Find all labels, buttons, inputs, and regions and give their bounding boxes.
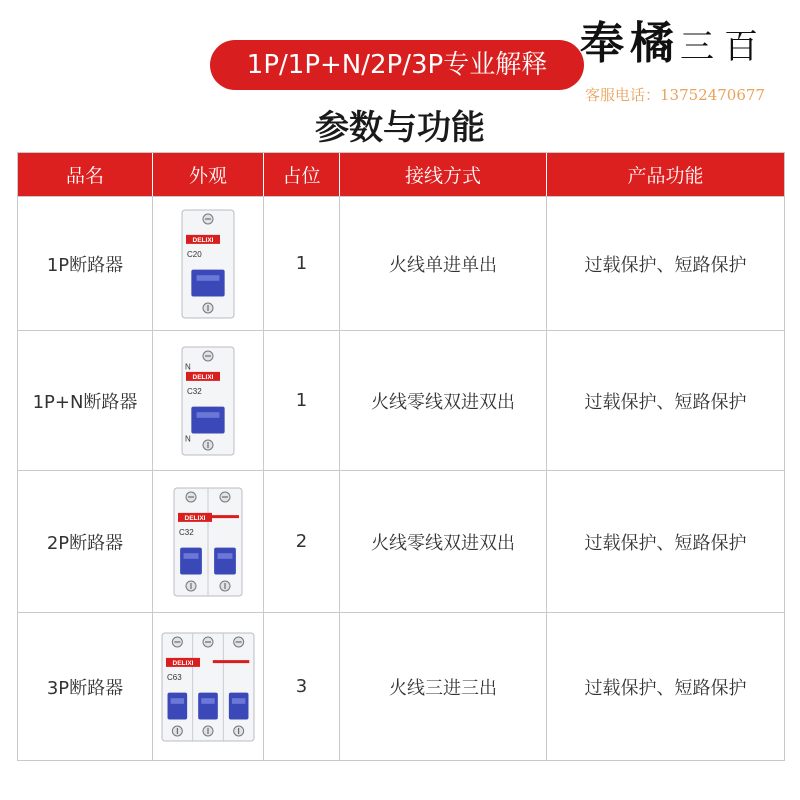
customer-service-phone: 客服电话：13752470677 xyxy=(585,86,765,104)
slot-count: 1 xyxy=(264,197,340,330)
toggle-handle xyxy=(168,692,188,719)
toggle-highlight xyxy=(171,698,184,704)
toggle-highlight xyxy=(184,553,199,559)
neutral-label-text: N xyxy=(185,362,191,372)
table-row xyxy=(18,197,784,331)
slot-count: 1 xyxy=(264,331,340,470)
product-image-cell xyxy=(153,197,264,330)
brand-name-main: 奉橘 xyxy=(580,18,680,69)
breaker-body xyxy=(182,210,234,318)
toggle-highlight xyxy=(197,275,220,281)
red-stripe xyxy=(213,660,249,663)
header-cell-wiring: 接线方式 xyxy=(340,153,547,196)
toggle-handle xyxy=(191,406,224,433)
wiring-method: 火线单进单出 xyxy=(340,197,547,330)
brand-name-small: 三百 xyxy=(680,27,768,67)
banner-title: 1P/1P+N/2P/3P专业解释 xyxy=(246,50,548,80)
product-name: 1P断路器 xyxy=(18,197,153,330)
breaker-2p-image xyxy=(172,486,244,598)
toggle-handle xyxy=(180,547,202,574)
neutral-label-text: N xyxy=(185,433,191,443)
toggle-highlight xyxy=(232,698,245,704)
toggle-highlight xyxy=(218,553,233,559)
breaker-3p-image xyxy=(160,631,256,743)
brand-label-text: DELIXI xyxy=(172,659,194,667)
toggle-highlight xyxy=(197,412,220,418)
product-name: 1P+N断路器 xyxy=(18,331,153,470)
brand-logo xyxy=(580,12,790,76)
table-header-row xyxy=(18,153,784,197)
brand-label-text: DELIXI xyxy=(192,373,214,381)
header-cell-name: 品名 xyxy=(18,153,153,196)
product-image-cell xyxy=(153,331,264,470)
toggle-handle xyxy=(191,269,224,296)
breaker-comparison-table xyxy=(17,152,785,761)
wiring-method: 火线三进三出 xyxy=(340,613,547,760)
product-function: 过载保护、短路保护 xyxy=(584,391,747,413)
toggle-handle xyxy=(229,692,249,719)
toggle-handle xyxy=(214,547,236,574)
header-cell-slots: 占位 xyxy=(264,153,340,196)
product-function: 过载保护、短路保护 xyxy=(584,532,747,554)
title-banner xyxy=(210,40,584,90)
header-cell-appearance: 外观 xyxy=(153,153,264,196)
breaker-1p-n-image xyxy=(180,345,236,457)
product-name: 3P断路器 xyxy=(18,613,153,760)
rating-label-text: C32 xyxy=(187,386,202,396)
slot-count: 2 xyxy=(264,471,340,612)
table-row xyxy=(18,613,784,760)
table-row xyxy=(18,471,784,613)
rating-label-text: C63 xyxy=(167,672,182,682)
header-cell-function: 产品功能 xyxy=(627,165,704,187)
wiring-method: 火线零线双进双出 xyxy=(340,471,547,612)
toggle-handle xyxy=(198,692,218,719)
toggle-highlight xyxy=(201,698,214,704)
product-function: 过载保护、短路保护 xyxy=(584,677,747,699)
slot-count: 3 xyxy=(264,613,340,760)
product-image-cell xyxy=(153,471,264,612)
section-title: 参数与功能 xyxy=(315,108,485,148)
product-name: 2P断路器 xyxy=(18,471,153,612)
wiring-method: 火线零线双进双出 xyxy=(340,331,547,470)
rating-label-text: C32 xyxy=(179,527,194,537)
table-row xyxy=(18,331,784,471)
brand-label-text: DELIXI xyxy=(192,236,214,244)
product-image-cell xyxy=(153,613,264,760)
rating-label-text: C20 xyxy=(187,249,202,259)
brand-label-text: DELIXI xyxy=(184,514,206,522)
product-function: 过载保护、短路保护 xyxy=(584,254,747,276)
red-stripe xyxy=(212,515,239,518)
breaker-body xyxy=(162,633,254,741)
breaker-1p-image xyxy=(180,208,236,320)
